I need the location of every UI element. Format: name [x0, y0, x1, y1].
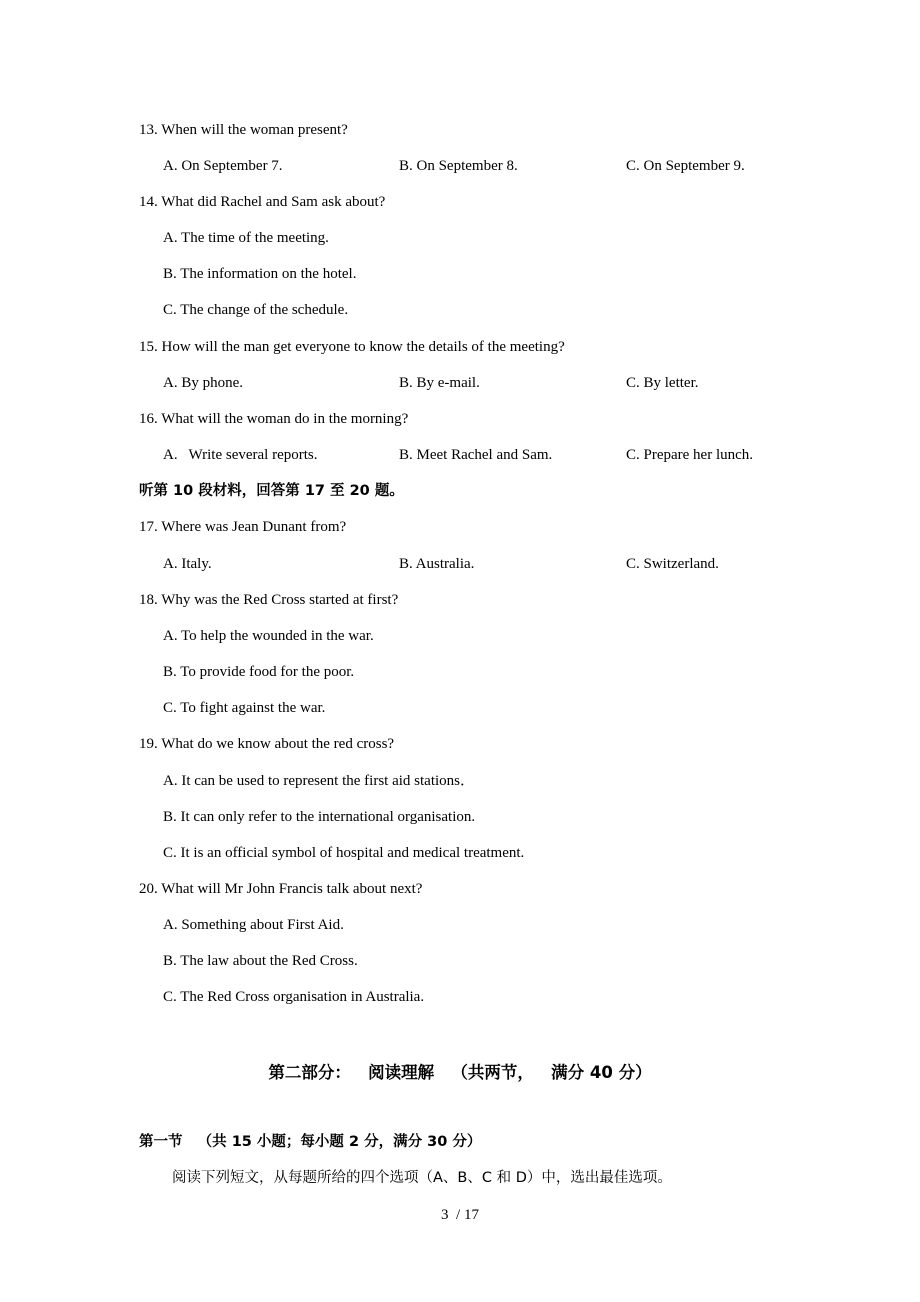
- question-18-option-a: A. To help the wounded in the war.: [163, 628, 374, 644]
- question-16-option-b: B. Meet Rachel and Sam.: [399, 447, 553, 463]
- question-18-option-c: C. To fight against the war.: [163, 700, 326, 716]
- question-16-option-a: A. Write several reports.: [163, 447, 318, 463]
- question-15-option-a: A. By phone.: [163, 375, 243, 391]
- question-20-option-b: B. The law about the Red Cross.: [163, 953, 358, 969]
- question-15-option-c: C. By letter.: [626, 375, 699, 391]
- part-two-title: 第二部分： 阅读理解 （共两节， 满分 40 分）: [268, 1063, 652, 1082]
- question-17-stem: 17. Where was Jean Dunant from?: [139, 519, 347, 535]
- section-one-heading: 第一节 （共 15 小题；每小题 2 分，满分 30 分）: [139, 1134, 482, 1150]
- question-20-option-a: A. Something about First Aid.: [163, 917, 344, 933]
- question-20-stem: 20. What will Mr John Francis talk about next?: [139, 881, 423, 897]
- question-14-stem: 14. What did Rachel and Sam ask about?: [139, 194, 386, 210]
- question-14-option-a: A. The time of the meeting.: [163, 230, 329, 246]
- question-16-stem: 16. What will the woman do in the morning?: [139, 411, 409, 427]
- question-17-option-a: A. Italy.: [163, 556, 212, 572]
- question-17-option-b: B. Australia.: [399, 556, 475, 572]
- question-19-option-a: A. It can be used to represent the first aid stations．: [163, 773, 475, 789]
- question-19-stem: 19. What do we know about the red cross?: [139, 736, 395, 752]
- question-19-option-c: C. It is an official symbol of hospital and medical treatment.: [163, 845, 525, 861]
- section-one-instruction: 阅读下列短文，从每题所给的四个选项（A、B、C 和 D）中，选出最佳选项。: [172, 1170, 672, 1186]
- question-18-option-b: B. To provide food for the poor.: [163, 664, 355, 680]
- material-heading: 听第 10 段材料，回答第 17 至 20 题。: [139, 483, 404, 499]
- question-15-stem: 15. How will the man get everyone to know the details of the meeting?: [139, 339, 565, 355]
- question-20-option-c: C. The Red Cross organisation in Australia.: [163, 989, 425, 1005]
- question-13-option-c: C. On September 9.: [626, 158, 745, 174]
- question-13-option-a: A. On September 7.: [163, 158, 283, 174]
- question-14-option-c: C. The change of the schedule.: [163, 302, 349, 318]
- question-14-option-b: B. The information on the hotel.: [163, 266, 357, 282]
- question-18-stem: 18. Why was the Red Cross started at first?: [139, 592, 399, 608]
- question-16-option-c: C. Prepare her lunch.: [626, 447, 754, 463]
- question-13-option-b: B. On September 8.: [399, 158, 518, 174]
- page-number: 3 / 17: [441, 1207, 479, 1223]
- question-19-option-b: B. It can only refer to the international organisation.: [163, 809, 476, 825]
- question-17-option-c: C. Switzerland.: [626, 556, 719, 572]
- question-13-stem: 13. When will the woman present?: [139, 122, 348, 138]
- question-15-option-b: B. By e-mail.: [399, 375, 480, 391]
